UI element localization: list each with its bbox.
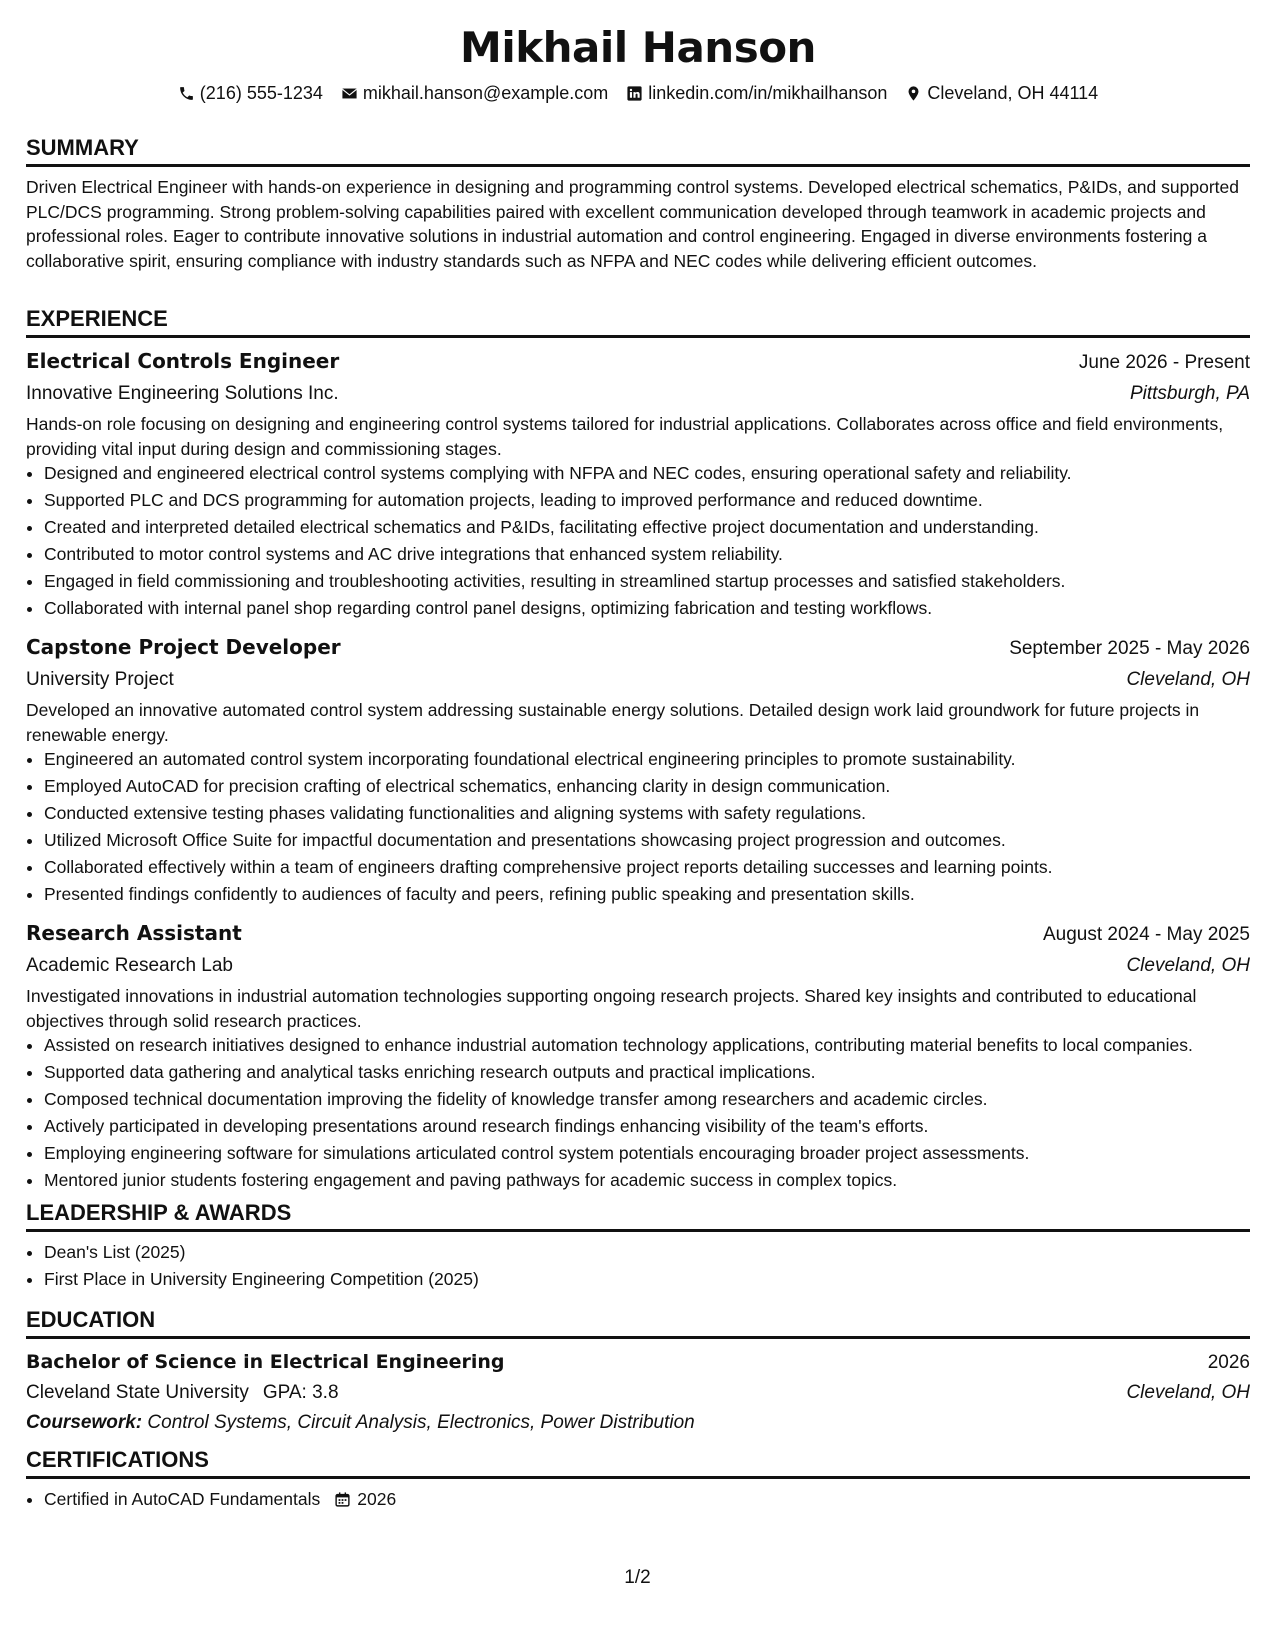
- job-title: Electrical Controls Engineer: [26, 349, 340, 373]
- gpa: GPA: 3.8: [262, 1382, 339, 1403]
- list-item: • Supported PLC and DCS programming for automation projects, leading to improved performance and reduced downtime.: [44, 488, 1250, 512]
- resume-page: [26, 0, 1250, 1509]
- job-bullets: [26, 1033, 1250, 1192]
- school-name: Cleveland State University: [26, 1382, 249, 1403]
- job-entry: [26, 918, 1250, 1192]
- job-entry: [26, 632, 1250, 906]
- summary-text: Driven Electrical Engineer with hands-on experience in designing and programming control systems. Developed electrical schematics, P&IDs, and supported PLC/DCS programming. Strong problem-solving capabilities paired with excellent communication developed through teamwork in academic projects and professional roles. Eager to contribute innovative solutions in industrial automation and control engineering. Engaged in diverse environments fostering a collaborative spirit, ensuring compliance with industry standards such as NFPA and NEC codes while delivering efficient outcomes.: [26, 177, 1239, 271]
- job-company: Innovative Engineering Solutions Inc.: [26, 383, 339, 404]
- section-title: CERTIFICATIONS: [26, 1446, 1250, 1479]
- list-item: • Mentored junior students fostering engagement and paving pathways for academic success in complex topics.: [44, 1168, 1250, 1192]
- coursework-list: Control Systems, Circuit Analysis, Electronics, Power Distribution: [147, 1412, 695, 1433]
- job-description: Hands-on role focusing on designing and engineering control systems tailored for industrial applications. Collaborates across office and field environments, providing vital input during design and commissioning stages.: [26, 414, 1224, 459]
- list-item: • First Place in University Engineering Competition (2025): [44, 1267, 1250, 1291]
- summary-section: [26, 134, 1250, 273]
- list-item: • Utilized Microsoft Office Suite for impactful documentation and presentations showcasing project progression and outcomes.: [44, 828, 1250, 852]
- job-location: Cleveland, OH: [1126, 955, 1250, 976]
- list-item: [44, 1487, 1250, 1511]
- job-dates: September 2025 - May 2026: [1009, 638, 1250, 659]
- contact-linkedin[interactable]: [626, 83, 887, 104]
- certification-name: • Certified in AutoCAD Fundamentals: [44, 1489, 321, 1509]
- education-section: [26, 1306, 1250, 1438]
- list-item: • Collaborated with internal panel shop regarding control panel designs, optimizing fabrication and testing workflows.: [44, 596, 1250, 620]
- list-item: • Collaborated effectively within a team of engineers drafting comprehensive project reports detailing successes and learning points.: [44, 855, 1250, 879]
- list-item: • Engineered an automated control system incorporating foundational electrical engineering principles to promote sustainability.: [44, 747, 1250, 771]
- job-location: Cleveland, OH: [1126, 669, 1250, 690]
- job-dates: June 2026 - Present: [1078, 352, 1250, 373]
- job-description: Developed an innovative automated control system addressing sustainable energy solutions. Detailed design work laid groundwork for future projects in renewable energy.: [26, 700, 1200, 745]
- job-entry: [26, 346, 1250, 620]
- job-bullets: [26, 747, 1250, 906]
- job-title: Capstone Project Developer: [26, 635, 341, 659]
- coursework-label: Coursework:: [26, 1412, 143, 1433]
- linkedin-text[interactable]: linkedin.com/in/mikhailhanson: [648, 82, 888, 103]
- section-title: SUMMARY: [26, 134, 1250, 167]
- coursework: [26, 1408, 1250, 1438]
- list-item: • Dean's List (2025): [44, 1240, 1250, 1264]
- list-item: • Engaged in field commissioning and troubleshooting activities, resulting in streamlined startup processes and satisfied stakeholders.: [44, 569, 1250, 593]
- job-location: Pittsburgh, PA: [1129, 383, 1250, 404]
- job-title: Research Assistant: [26, 921, 242, 945]
- list-item: • Contributed to motor control systems and AC drive integrations that enhanced system reliability.: [44, 542, 1250, 566]
- leadership-section: [26, 1199, 1250, 1294]
- page-number: 1/2: [624, 1567, 651, 1588]
- candidate-name: Mikhail Hanson: [460, 23, 816, 72]
- linkedin-icon: [626, 85, 643, 102]
- list-item: • Assisted on research initiatives designed to enhance industrial automation technology applications, contributing material benefits to local companies.: [44, 1033, 1250, 1057]
- job-bullets: [26, 461, 1250, 620]
- job-company: University Project: [26, 669, 174, 690]
- list-item: • Employed AutoCAD for precision crafting of electrical schematics, enhancing clarity in design communication.: [44, 774, 1250, 798]
- job-company: Academic Research Lab: [26, 955, 233, 976]
- graduation-year: 2026: [1207, 1352, 1250, 1373]
- contact-bar: [26, 80, 1250, 106]
- contact-phone: [178, 83, 323, 104]
- calendar-icon: [334, 1491, 351, 1508]
- list-item: • Supported data gathering and analytical tasks enriching research outputs and practical implications.: [44, 1060, 1250, 1084]
- job-dates: August 2024 - May 2025: [1042, 924, 1250, 945]
- location-text: Cleveland, OH 44114: [927, 82, 1099, 103]
- experience-section: [26, 305, 1250, 1204]
- certifications-section: [26, 1446, 1250, 1514]
- phone-text: (216) 555-1234: [199, 82, 323, 103]
- phone-icon: [178, 85, 195, 102]
- contact-email[interactable]: [341, 83, 608, 104]
- list-item: • Actively participated in developing presentations around research findings enhancing visibility of the team's efforts.: [44, 1114, 1250, 1138]
- map-pin-icon: [905, 85, 922, 102]
- job-description: Investigated innovations in industrial automation technologies supporting ongoing research projects. Shared key insights and contributed to educational objectives through solid research practices.: [26, 986, 1197, 1031]
- list-item: • Created and interpreted detailed electrical schematics and P&IDs, facilitating effective project documentation and understanding.: [44, 515, 1250, 539]
- list-item: • Conducted extensive testing phases validating functionalities and aligning systems with safety regulations.: [44, 801, 1250, 825]
- section-title: LEADERSHIP & AWARDS: [26, 1199, 1250, 1232]
- section-title: EXPERIENCE: [26, 305, 1250, 338]
- list-item: • Employing engineering software for simulations articulated control system potentials encouraging broader project assessments.: [44, 1141, 1250, 1165]
- certification-date: 2026: [357, 1489, 397, 1509]
- school-location: Cleveland, OH: [1126, 1382, 1250, 1403]
- list-item: • Designed and engineered electrical control systems complying with NFPA and NEC codes, ensuring operational safety and reliability.: [44, 461, 1250, 485]
- awards-list: [26, 1240, 1250, 1291]
- list-item: • Composed technical documentation improving the fidelity of knowledge transfer among researchers and academic circles.: [44, 1087, 1250, 1111]
- certifications-list: [26, 1487, 1250, 1511]
- list-item: • Presented findings confidently to audiences of faculty and peers, refining public speaking and presentation skills.: [44, 882, 1250, 906]
- envelope-icon: [341, 85, 358, 102]
- degree: Bachelor of Science in Electrical Engineering: [26, 1351, 505, 1373]
- contact-location: [905, 83, 1098, 104]
- email-text[interactable]: mikhail.hanson@example.com: [362, 82, 609, 103]
- section-title: EDUCATION: [26, 1306, 1250, 1339]
